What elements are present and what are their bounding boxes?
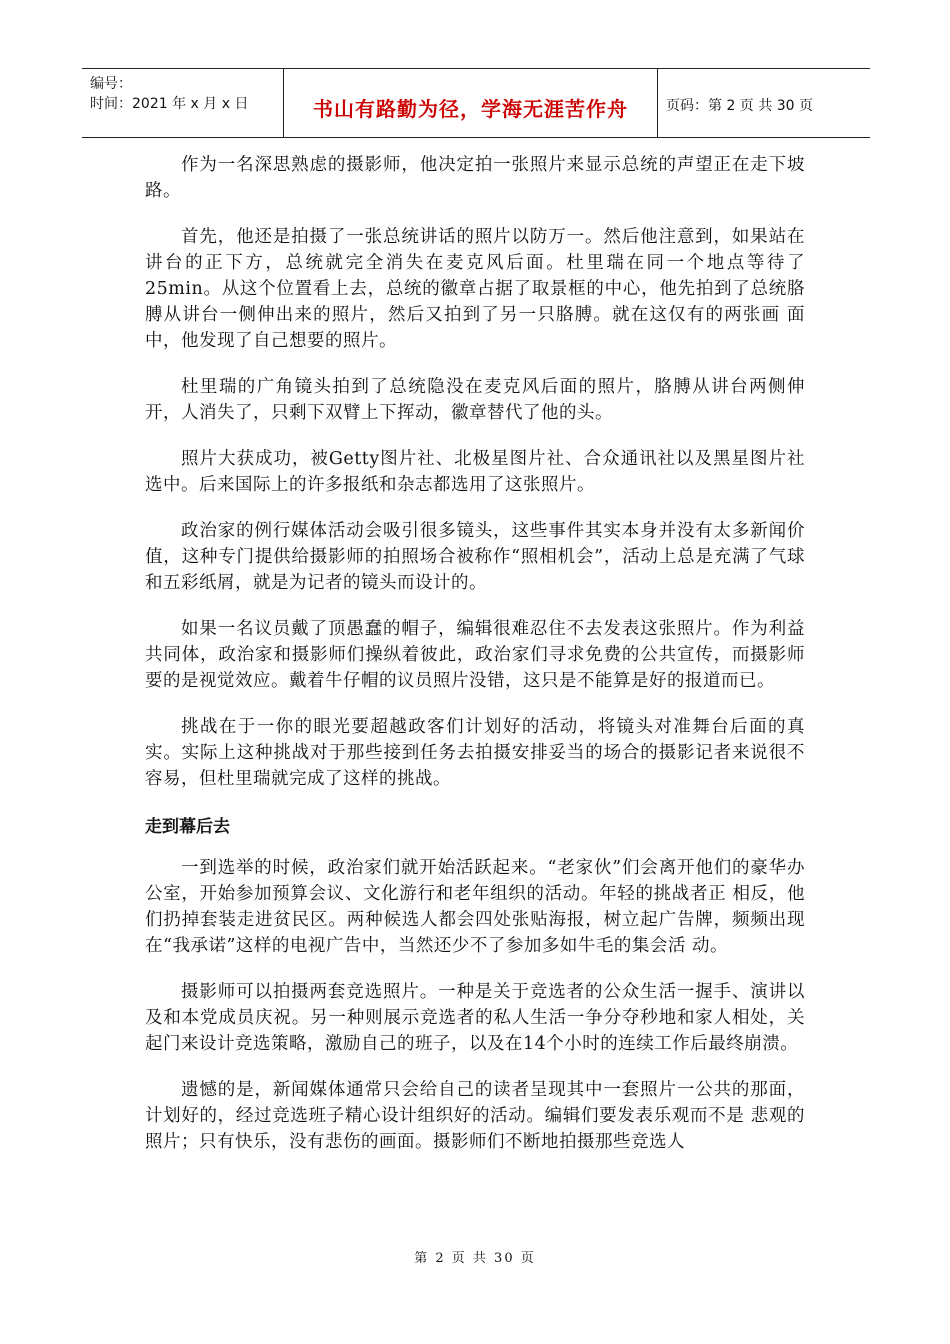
header-page-info: 页码：第 2 页 共 30 页 — [666, 98, 813, 114]
page-footer: 第 2 页 共 30 页 — [414, 1251, 536, 1266]
paragraph: 挑战在于一你的眼光要超越政客们计划好的活动，将镜头对准舞台后面的真实。实际上这种挑战对于那些接到任务去拍摄安排妥当的场合的摄影记者来说很不容易，但杜里瑞就完成了这样的挑战。 — [145, 717, 805, 789]
paragraph: 摄影师可以拍摄两套竞选照片。一种是关于竞选者的公众生活一握手、演讲以及和本党成员庆祝。另一种则展示竞选者的私人生活一争分夺秒地和家人相处，关起门来设计竞选策略，激励自己的班子，以及在14个小时的连续工作后最终崩溃。 — [145, 982, 805, 1054]
paragraph: 杜里瑞的广角镜头拍到了总统隐没在麦克风后面的照片，胳膊从讲台两侧伸开，人消失了，只剩下双臂上下挥动，徽章替代了他的头。 — [145, 377, 805, 423]
paragraph: 遗憾的是，新闻媒体通常只会给自己的读者呈现其中一套照片一公共的那面，计划好的，经过竞选班子精心设计组织好的活动。编辑们要发表乐观而不是 悲观的照片；只有快乐，没有悲伤的画面。摄影师们不断地拍摄那些竞选人 — [145, 1080, 805, 1152]
document-body — [145, 152, 805, 1175]
paragraph: 首先，他还是拍摄了一张总统讲话的照片以防万一。然后他注意到，如果站在讲台的正下方，总统就完全消失在麦克风后面。杜里瑞在同一个地点等待了 25min。从这个位置看上去，总统的徽章占据了取景框的中心，他先拍到了总统胳膊从讲台一侧伸出来的照片，然后又拍到了另一只胳膊。就在这仅有的两张画 面中，他发现了自己想要的照片。 — [145, 227, 805, 351]
header-page-cell — [658, 69, 870, 137]
paragraph: 如果一名议员戴了顶愚蠢的帽子，编辑很难忍住不去发表这张照片。作为利益共同体，政治家和摄影师们操纵着彼此，政治家们寻求免费的公共宣传，而摄影师要的是视觉效应。戴着牛仔帽的议员照片没错，这只是不能算是好的报道而已。 — [145, 619, 805, 691]
paragraph: 照片大获成功，被Getty图片社、北极星图片社、合众通讯社以及黑星图片社选中。后来国际上的许多报纸和杂志都选用了这张照片。 — [145, 449, 805, 495]
section-heading: 走到幕后去 — [145, 817, 230, 837]
serial-number-label: 编号： — [90, 76, 132, 92]
paragraph: 政治家的例行媒体活动会吸引很多镜头，这些事件其实本身并没有太多新闻价值，这种专门提供给摄影师的拍照场合被称作“照相机会”，活动上总是充满了气球和五彩纸屑，就是为记者的镜头而设计的。 — [145, 521, 805, 593]
paragraph: 作为一名深思熟虑的摄影师，他决定拍一张照片来显示总统的声望正在走下坡路。 — [145, 155, 805, 201]
page-header — [82, 68, 870, 138]
header-motto-cell — [284, 69, 658, 137]
paragraph: 一到选举的时候，政治家们就开始活跃起来。“老家伙”们会离开他们的豪华办公室，开始参加预算会议、文化游行和老年组织的活动。年轻的挑战者正 相反，他们扔掉套装走进贫民区。两种候选人都会四处张贴海报，树立起广告牌，频频出现在“我承诺”这样的电视广告中，当然还少不了参加多如牛毛的集会活 动。 — [145, 858, 805, 956]
header-info-cell — [82, 69, 284, 137]
header-motto: 书山有路勤为径，学海无涯苦作舟 — [313, 97, 628, 121]
date-label: 时间：2021 年 x 月 x 日 — [90, 96, 249, 112]
